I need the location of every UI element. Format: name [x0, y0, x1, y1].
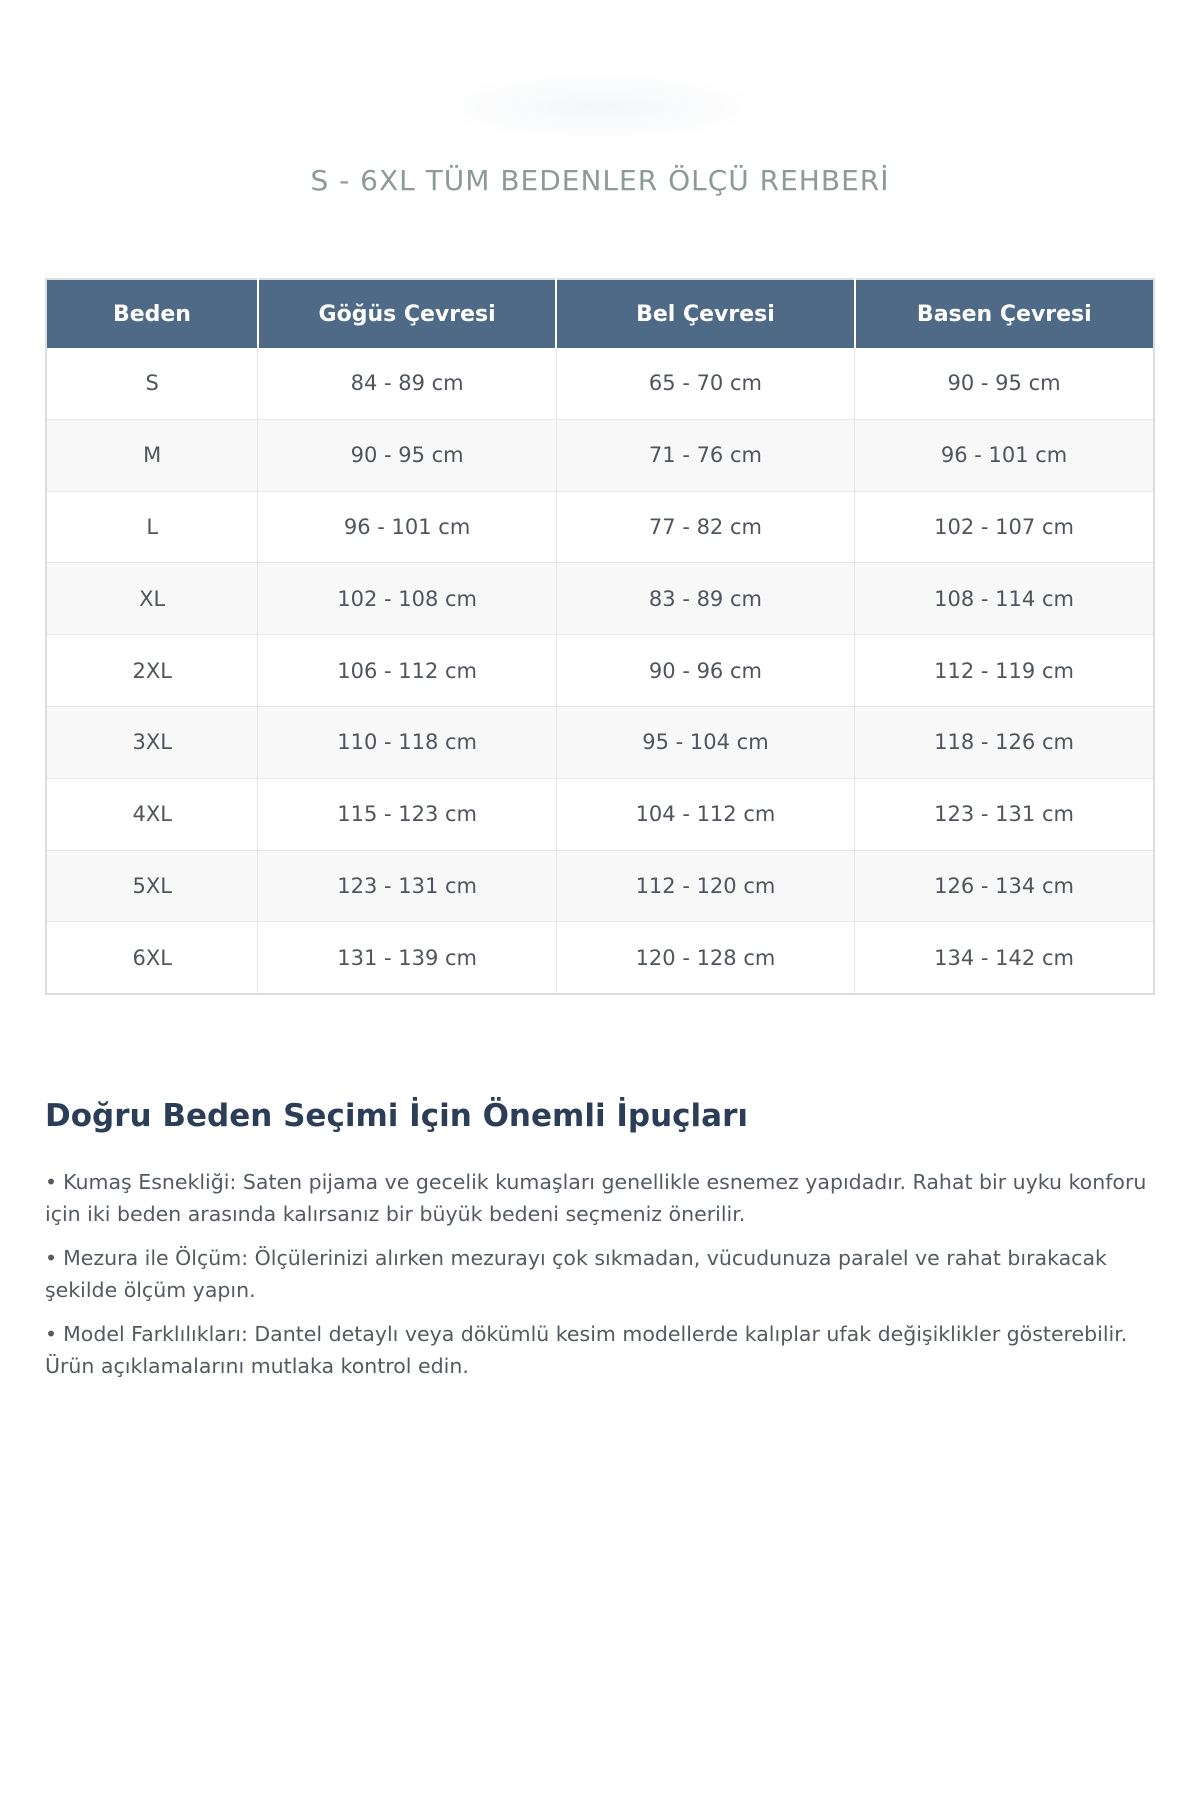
cell-hip: 90 - 95 cm — [855, 348, 1154, 419]
cell-hip: 134 - 142 cm — [855, 922, 1154, 994]
tip-text: Mezura ile Ölçüm: Ölçülerinizi alırken mezurayı çok sıkmadan, vücudunuza paralel ve rahat bırakacak şekilde ölçüm yapın. — [45, 1246, 1107, 1302]
cell-size: 3XL — [46, 706, 258, 778]
page-title: S - 6XL TÜM BEDENLER ÖLÇÜ REHBERİ — [310, 164, 890, 197]
bullet: • — [45, 1170, 58, 1194]
brand-logo-faded — [430, 72, 770, 142]
table-row — [46, 491, 1154, 563]
cell-size: M — [46, 419, 258, 491]
header-waist: Bel Çevresi — [556, 279, 854, 348]
cell-waist: 71 - 76 cm — [556, 419, 854, 491]
cell-hip: 126 - 134 cm — [855, 850, 1154, 922]
cell-chest: 96 - 101 cm — [258, 491, 556, 563]
cell-size: 6XL — [46, 922, 258, 994]
cell-size: XL — [46, 563, 258, 635]
cell-waist: 90 - 96 cm — [556, 635, 854, 707]
cell-waist: 95 - 104 cm — [556, 706, 854, 778]
table-row — [46, 419, 1154, 491]
cell-waist: 120 - 128 cm — [556, 922, 854, 994]
cell-hip: 108 - 114 cm — [855, 563, 1154, 635]
tip-text: Kumaş Esnekliği: Saten pijama ve gecelik kumaşları genellikle esnemez yapıdadır. Rahat bir uyku konforu için iki beden arasında kalırsanız bir büyük bedeni seçmeniz önerilir. — [45, 1170, 1147, 1226]
cell-size: 5XL — [46, 850, 258, 922]
bullet: • — [45, 1246, 58, 1270]
table-row — [46, 922, 1154, 994]
cell-size: 2XL — [46, 635, 258, 707]
cell-chest: 131 - 139 cm — [258, 922, 556, 994]
tip-text: Model Farklılıkları: Dantel detaylı veya dökümlü kesim modellerde kalıplar ufak değişiklikler gösterebilir. Ürün açıklamalarını mutlaka kontrol edin. — [45, 1322, 1128, 1378]
cell-waist: 65 - 70 cm — [556, 348, 854, 419]
table-row — [46, 348, 1154, 419]
tips-heading: Doğru Beden Seçimi İçin Önemli İpuçları — [45, 1098, 748, 1134]
table-row — [46, 778, 1154, 850]
cell-size: S — [46, 348, 258, 419]
cell-hip: 118 - 126 cm — [855, 706, 1154, 778]
cell-hip: 123 - 131 cm — [855, 778, 1154, 850]
size-chart-table — [45, 278, 1155, 995]
tip-item-measuring — [45, 1242, 1155, 1306]
cell-size: L — [46, 491, 258, 563]
tip-item-model — [45, 1318, 1155, 1382]
cell-hip: 102 - 107 cm — [855, 491, 1154, 563]
cell-hip: 96 - 101 cm — [855, 419, 1154, 491]
header-size: Beden — [46, 279, 258, 348]
header-hip: Basen Çevresi — [855, 279, 1154, 348]
cell-chest: 90 - 95 cm — [258, 419, 556, 491]
header-chest: Göğüs Çevresi — [258, 279, 556, 348]
table-row — [46, 563, 1154, 635]
tips-list — [45, 1166, 1155, 1394]
cell-waist: 77 - 82 cm — [556, 491, 854, 563]
table-header-row — [46, 279, 1154, 348]
cell-chest: 123 - 131 cm — [258, 850, 556, 922]
table-row — [46, 850, 1154, 922]
tip-item-fabric — [45, 1166, 1155, 1230]
table-row — [46, 635, 1154, 707]
cell-chest: 110 - 118 cm — [258, 706, 556, 778]
cell-waist: 83 - 89 cm — [556, 563, 854, 635]
cell-chest: 102 - 108 cm — [258, 563, 556, 635]
cell-chest: 106 - 112 cm — [258, 635, 556, 707]
cell-waist: 104 - 112 cm — [556, 778, 854, 850]
table-row — [46, 706, 1154, 778]
cell-waist: 112 - 120 cm — [556, 850, 854, 922]
cell-chest: 115 - 123 cm — [258, 778, 556, 850]
cell-size: 4XL — [46, 778, 258, 850]
bullet: • — [45, 1322, 58, 1346]
cell-chest: 84 - 89 cm — [258, 348, 556, 419]
cell-hip: 112 - 119 cm — [855, 635, 1154, 707]
